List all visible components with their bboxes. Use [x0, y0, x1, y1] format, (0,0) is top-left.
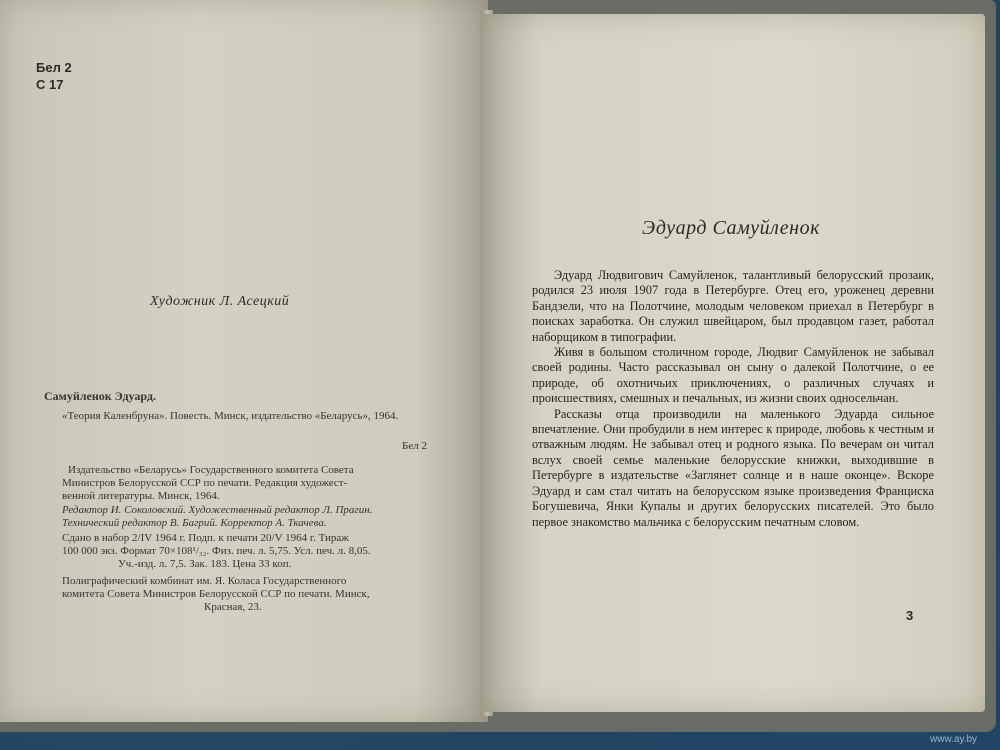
right-page: [480, 14, 985, 712]
catalog-code: С 17: [36, 77, 64, 92]
editors-line: Редактор И. Соколовский. Художественный редактор Л. Прагин.: [62, 504, 373, 516]
left-page: [0, 0, 488, 722]
printer-line: комитета Совета Министров Белорусской ССР по печати. Минск,: [62, 588, 370, 600]
body-text: [532, 268, 934, 530]
artist-credit: Художник Л. Асецкий: [150, 294, 290, 309]
print-line: Сдано в набор 2/IV 1964 г. Подп. к печати 20/V 1964 г. Тираж: [62, 532, 349, 544]
publisher-line: венной литературы. Минск, 1964.: [62, 490, 220, 502]
paragraph: Эдуард Людвигович Самуйленок, талантливый белорусский прозаик, родился 23 июля 1907 года в Петербурге. Отец его, уроженец деревни Бандзели, что на Полотчине, молодым человеком приехал в Петербург в поисках заработка. Он служил швейцаром, был продавцом газет, работал наборщиком в типографии.: [532, 268, 934, 344]
print-block: [62, 532, 462, 571]
printer-line: Красная, 23.: [204, 601, 262, 613]
biblio-author: Самуйленок Эдуард.: [44, 389, 156, 403]
printer-line: Полиграфический комбинат им. Я. Коласа Государственного: [62, 575, 347, 587]
editors-line: Технический редактор В. Багрий. Корректор А. Ткачева.: [62, 517, 327, 529]
publisher-line: Министров Белорусской ССР по печати. Редакция художест-: [62, 477, 348, 489]
print-line: 100 000 экз. Формат 70×108¹/₃₂. Физ. печ. л. 5,75. Усл. печ. л. 8,05.: [62, 545, 371, 557]
printer-block: [62, 575, 462, 614]
class-code: Бел 2: [36, 60, 72, 75]
chapter-heading: Эдуард Самуйленок: [642, 217, 820, 239]
watermark: www.ay.by: [930, 734, 978, 745]
publisher-block: [62, 464, 462, 503]
print-line: Уч.-изд. л. 7,5. Зак. 183. Цена 33 коп.: [118, 558, 292, 570]
editors-block: [62, 504, 462, 530]
biblio-index: Бел 2: [402, 440, 427, 452]
paragraph: Живя в большом столичном городе, Людвиг Самуйленок не забывал своей родины. Часто рассказывал он сыну о далекой Полотчине, о ее природе, об охотничьих приключениях, о различных случаях и происшествиях, смешных и печальных, из жизни своих односельчан.: [532, 345, 934, 406]
publisher-line: Издательство «Беларусь» Государственного комитета Совета: [68, 464, 354, 476]
paragraph: Рассказы отца производили на маленького Эдуарда сильное впечатление. Они пробудили в нем интерес к природе, любовь к честным и отважным людям. Не забывал отец и родного языка. По вечерам он читал вслух своей семье маленькие белорусские книжки, выходившие в Петербурге в издательстве «Заглянет солнце и в наше оконце». Вскоре Эдуард и сам стал читать на белорусском языке произведения Франциска Богушевича, Янки Купалы и других белорусских писателей. Это было первое знакомство мальчика с белорусским печатным словом.: [532, 406, 934, 529]
page-number: 3: [906, 608, 914, 623]
biblio-title: «Теория Каленбруна». Повесть. Минск, издательство «Беларусь», 1964.: [62, 410, 399, 422]
